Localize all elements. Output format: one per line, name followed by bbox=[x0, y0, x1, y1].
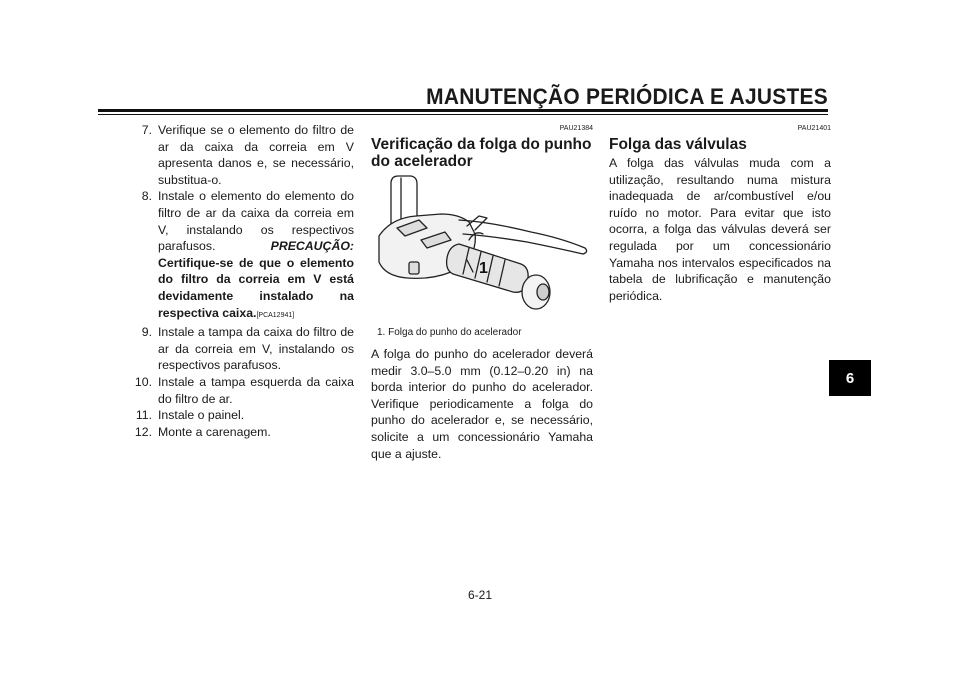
step-number: 9. bbox=[141, 325, 152, 340]
section-code: PAU21401 bbox=[797, 125, 831, 132]
step-item bbox=[130, 374, 354, 407]
section-body: A folga do punho do acelerador deverá medir 3.0–5.0 mm (0.12–0.20 in) na borda interior do punho do acelerador. Verifique periodicamente a folga do punho do acelerador e, se necessário, solicite a um concessionário Yamaha que a ajuste. bbox=[371, 347, 593, 461]
header-rule-thin bbox=[98, 114, 828, 115]
page-title: MANUTENÇÃO PERIÓDICA E AJUSTES bbox=[426, 84, 828, 109]
step-item bbox=[130, 424, 354, 441]
header-rule-thick bbox=[98, 109, 828, 112]
section-heading: Folga das válvulas bbox=[609, 136, 747, 153]
handlebar-illustration bbox=[371, 174, 593, 322]
step-number: 7. bbox=[141, 123, 152, 137]
step-text: Monte a carenagem. bbox=[158, 424, 271, 439]
step-text: Instale a tampa da caixa do filtro de ar da correia em V, instalando os respectivos parafusos. bbox=[158, 325, 354, 373]
step-text: Verifique se o elemento do filtro de ar da caixa da correia em V apresenta danos e, se necessário, substitua-o. bbox=[158, 123, 354, 187]
step-item bbox=[130, 407, 354, 424]
caution-code: [PCA12941] bbox=[256, 311, 295, 319]
section-body: A folga das válvulas muda com a utilização, resultando numa mistura inadequada de ar/combustível e/ou ruído no motor. Para evitar que isto ocorra, a folga das válvulas deverá ser regulada por um concessionário Yamaha nos intervalos especificados na tabela de lubrificação e manutenção periódica. bbox=[609, 156, 831, 303]
section-heading: Verificação da folga do punho do acelerador bbox=[371, 136, 592, 170]
maintenance-steps bbox=[130, 122, 354, 440]
chapter-tab: 6 bbox=[829, 360, 871, 396]
section-code: PAU21384 bbox=[559, 125, 593, 132]
step-number: 8. bbox=[141, 189, 152, 204]
figure-caption: 1. Folga do punho do acelerador bbox=[377, 327, 522, 338]
step-text: Instale o painel. bbox=[158, 408, 245, 423]
step-item bbox=[130, 324, 354, 374]
step-text: Instale a tampa esquerda da caixa do filtro de ar. bbox=[158, 374, 354, 406]
caution-label: PRECAUÇÃO: bbox=[270, 239, 354, 254]
step-item bbox=[130, 122, 354, 188]
step-number: 10. bbox=[134, 374, 152, 389]
page-number: 6-21 bbox=[467, 588, 493, 602]
figure-callout: 1 bbox=[479, 260, 488, 277]
throttle-grip-figure bbox=[371, 174, 593, 322]
left-column bbox=[130, 122, 354, 440]
step-number: 12. bbox=[134, 424, 152, 439]
middle-column bbox=[371, 122, 593, 462]
caution-text: Certifique-se de que o elemento do filtro da correia em V está devidamente instalado na respectiva caixa. bbox=[158, 255, 354, 320]
step-number: 11. bbox=[135, 408, 152, 423]
right-column bbox=[609, 122, 831, 304]
step-item bbox=[130, 188, 354, 324]
step-text: Instale o elemento do elemento do filtro de ar da caixa da correia em V, instalando os respectivos parafusos. bbox=[158, 189, 354, 254]
